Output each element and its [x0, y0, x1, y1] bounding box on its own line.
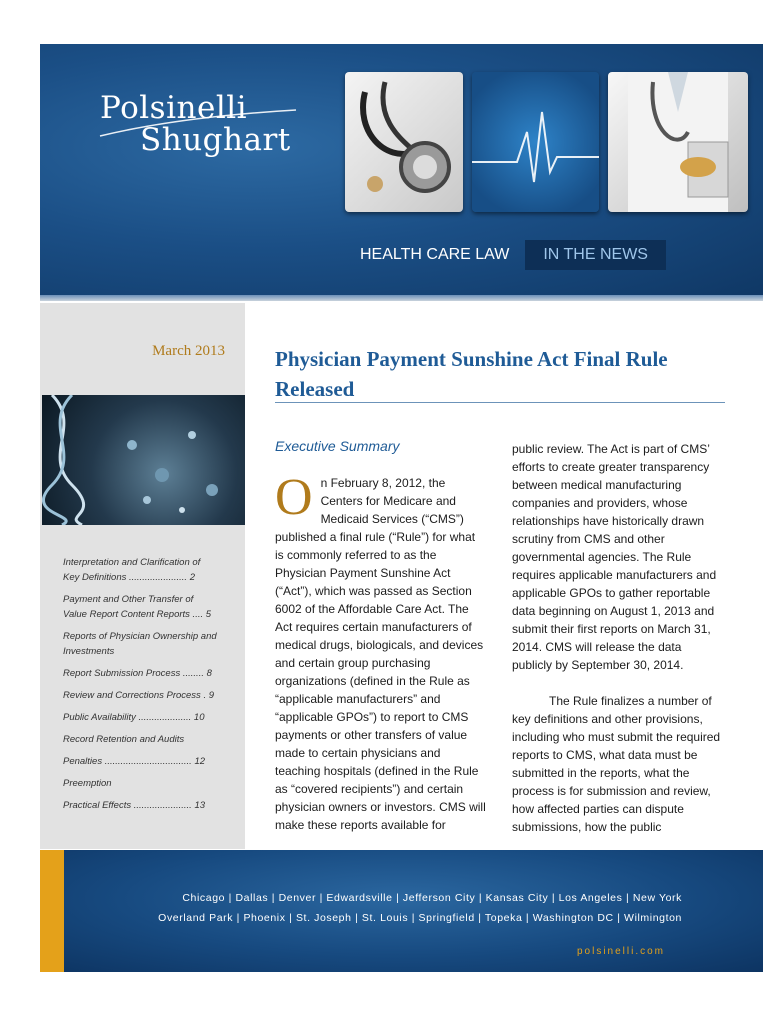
- toc-item: Review and Corrections Process . 9: [63, 690, 215, 701]
- article-column-1: [275, 469, 487, 834]
- toc-item: Report Submission Process ........ 8: [63, 668, 212, 679]
- logo-line1: Polsinelli: [100, 90, 248, 126]
- in-the-news-label: IN THE NEWS: [525, 240, 666, 270]
- sidebar: [40, 303, 245, 849]
- section-heading: Executive Summary: [275, 438, 400, 454]
- header-banner: [40, 44, 763, 301]
- toc-item: Preemption: [63, 778, 112, 789]
- article-column-2: [512, 440, 724, 836]
- footer: [40, 850, 763, 972]
- title-divider: [275, 402, 725, 403]
- header-nav: [360, 240, 666, 270]
- toc-item: Practical Effects ...................... 13: [63, 800, 206, 811]
- article-paragraph: The Rule finalizes a number of key definitions and other provisions, including who must submit the required reports to CMS, what data must be submitted in the reports, what the process is for submission and review, how affected parties can dispute submissions, how the public: [512, 694, 721, 834]
- toc-item: Payment and Other Transfer of Value Report Content Reports .... 5: [63, 594, 212, 620]
- toc-item: Public Availability .................... 10: [63, 712, 205, 723]
- dna-helix-image: [42, 395, 245, 525]
- office-locations-line2: Overland Park | Phoenix | St. Joseph | St. Louis | Springfield | Topeka | Washington DC | Wilmington: [158, 912, 682, 924]
- toc-item: Record Retention and Audits: [63, 734, 185, 745]
- drop-cap: O: [275, 469, 313, 526]
- article-paragraph: n February 8, 2012, the Centers for Medicare and Medicaid Services (“CMS”) published a final rule (“Rule”) for what is commonly referred to as the Physician Payment Sunshine Act (“Act”), which was passed as Section 6002 of the Affordable Care Act. The Act requires certain manufacturers of medical drugs, biologicals, and devices and certain group purchasing organizations (defined in the Rule as “applicable manufacturers” and “applicable GPOs”) to report to CMS payments or other transfers of value made to certain physicians and teaching hospitals (defined in the Rule as “covered recipients”) and certain physician owners or investors. CMS will make these reports available for: [275, 476, 486, 832]
- toc-item: Interpretation and Clarification of Key Definitions ...................... 2: [63, 557, 201, 583]
- website-link[interactable]: polsinelli.com: [576, 946, 665, 957]
- article-title: Physician Payment Sunshine Act Final Rule Released: [275, 347, 668, 401]
- article-paragraph: public review. The Act is part of CMS’ efforts to create greater transparency between medical manufacturing companies and providers, whose relationships have historically drawn scrutiny from CMS and other governmental agencies. The Rule requires applicable manufacturers and applicable GPOs to gather reportable data beginning on August 1, 2013 and submit their first reports on March 31, 2014. CMS will release the data publicly by September 30, 2014.: [512, 442, 717, 672]
- table-of-contents: [63, 555, 218, 820]
- stethoscope-photo: [345, 72, 463, 212]
- practice-area-label: HEALTH CARE LAW: [360, 246, 510, 263]
- doctor-photo: [608, 72, 748, 212]
- office-locations-line1: Chicago | Dallas | Denver | Edwardsville | Jefferson City | Kansas City | Los Angeles | New York: [182, 892, 682, 904]
- footer-accent-bar: [40, 850, 64, 972]
- heartbeat-photo: [472, 72, 599, 212]
- firm-logo: [100, 90, 291, 158]
- toc-item: Reports of Physician Ownership and Investments: [63, 631, 217, 657]
- toc-item: Penalties ................................. 12: [63, 756, 206, 767]
- issue-date: March 2013: [152, 343, 225, 359]
- logo-line2: Shughart: [140, 122, 291, 158]
